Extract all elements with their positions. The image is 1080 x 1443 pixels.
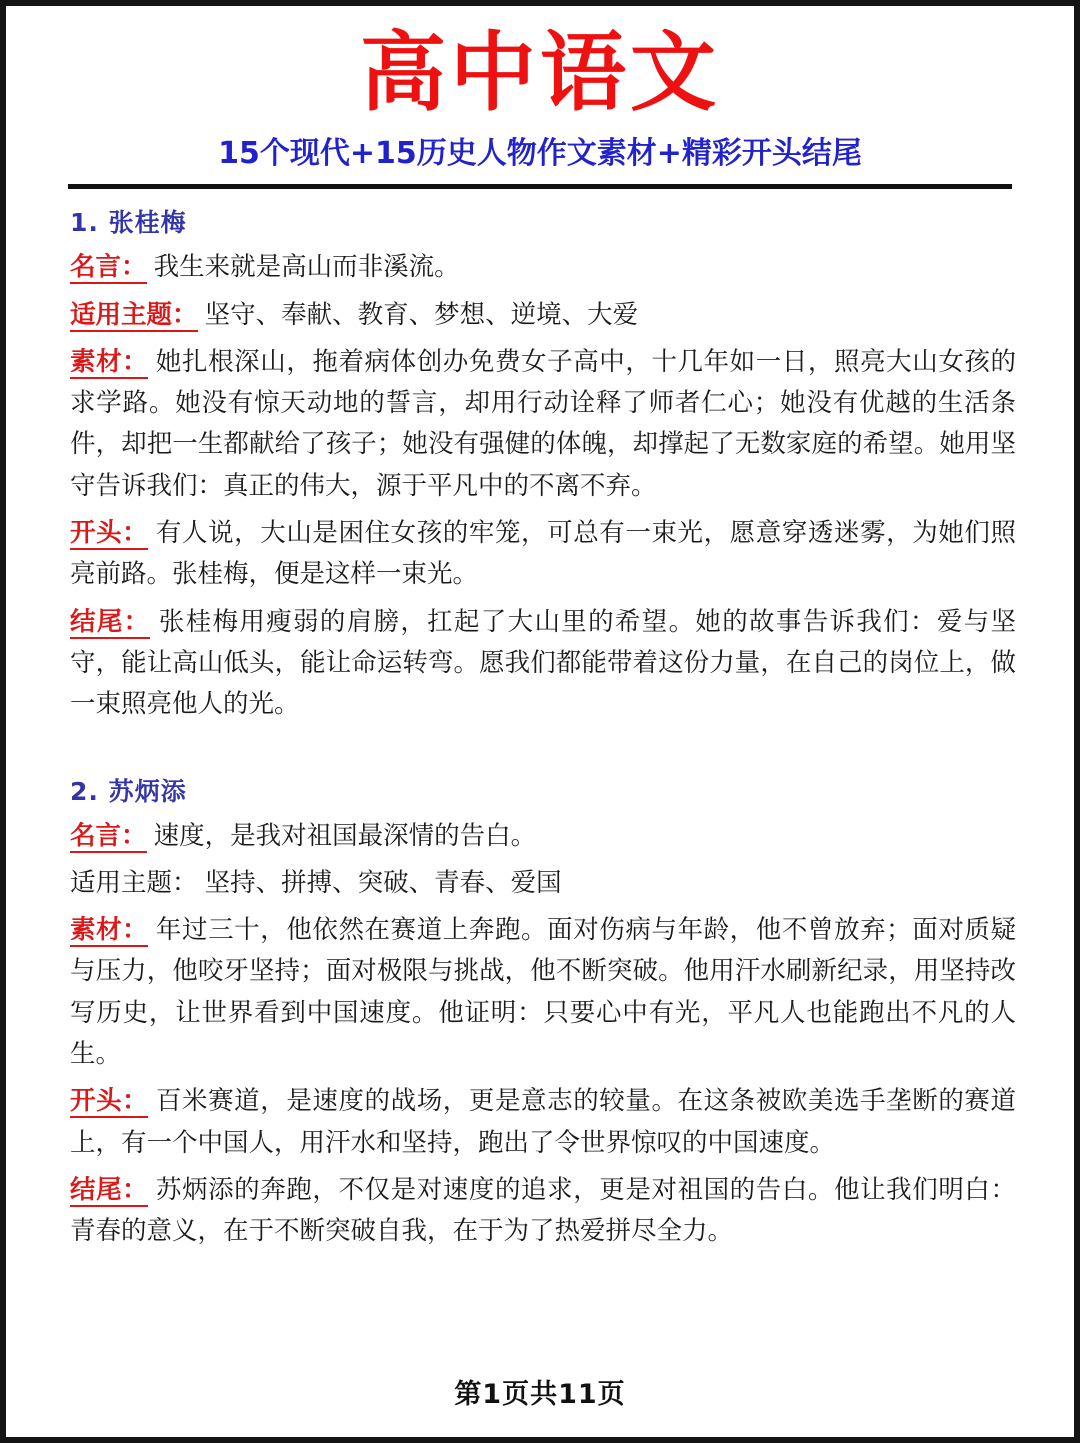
entry-field	[70, 816, 1016, 857]
field-label: 名言：	[70, 253, 147, 284]
document-footer	[6, 1372, 1074, 1411]
field-text: 速度，是我对祖国最深情的告白。	[153, 821, 537, 850]
document-header	[64, 23, 1016, 189]
entry-heading: 2. 苏炳添	[70, 776, 187, 806]
field-label: 素材：	[70, 348, 148, 379]
field-label: 适用主题：	[70, 301, 198, 332]
field-label: 素材：	[70, 916, 148, 947]
entry-field	[70, 910, 1016, 1075]
paper-surface	[6, 6, 1074, 1437]
field-label: 适用主题：	[70, 868, 198, 897]
field-text: 我生来就是高山而非溪流。	[153, 253, 460, 282]
page-subtitle: 15个现代+15历史人物作文素材+精彩开头结尾	[218, 136, 862, 172]
field-label: 名言：	[70, 822, 147, 853]
entry-field	[70, 295, 1016, 336]
field-label: 开头：	[70, 1087, 148, 1118]
entry-heading: 1. 张桂梅	[70, 208, 187, 238]
field-text: 坚持、拼搏、突破、青春、爱国	[204, 868, 562, 897]
material-entry	[64, 203, 1016, 725]
field-text: 她扎根深山，拖着病体创办免费女子高中，十几年如一日，照亮大山女孩的求学路。她没有惊天动地的誓言，却用行动诠释了师者仁心；她没有优越的生活条件，却把一生都献给了孩子；她没有强健的体魄，却撑起了无数家庭的希望。她用坚守告诉我们：真正的伟大，源于平凡中的不离不弃。	[70, 347, 1016, 500]
entry-field	[70, 1170, 1016, 1253]
field-label: 开头：	[70, 519, 148, 550]
material-entry	[64, 772, 1016, 1253]
entry-field	[70, 342, 1016, 507]
entry-field	[70, 247, 1016, 288]
document-body	[64, 189, 1016, 1252]
field-text: 百米赛道，是速度的战场，更是意志的较量。在这条被欧美选手垄断的赛道上，有一个中国人，用汗水和坚持，跑出了令世界惊叹的中国速度。	[70, 1087, 1016, 1157]
field-text: 苏炳添的奔跑，不仅是对速度的追求，更是对祖国的告白。他让我们明白：青春的意义，在于不断突破自我，在于为了热爱拼尽全力。	[70, 1175, 1016, 1246]
field-text: 年过三十，他依然在赛道上奔跑。面对伤病与年龄，他不曾放弃；面对质疑与压力，他咬牙坚持；面对极限与挑战，他不断突破。他用汗水刷新纪录，用坚持改写历史，让世界看到中国速度。他证明：只要心中有光，平凡人也能跑出不凡的人生。	[70, 916, 1016, 1069]
field-text: 张桂梅用瘦弱的肩膀，扛起了大山里的希望。她的故事告诉我们：爱与坚守，能让高山低头，能让命运转弯。愿我们都能带着这份力量，在自己的岗位上，做一束照亮他人的光。	[70, 607, 1016, 719]
field-label: 结尾：	[70, 1176, 148, 1207]
entry-field	[70, 863, 1016, 904]
entry-field	[70, 1081, 1016, 1164]
field-label: 结尾：	[70, 608, 150, 639]
page-number: 第1页共11页	[454, 1379, 626, 1410]
field-text: 坚守、奉献、教育、梦想、逆境、大爱	[204, 300, 639, 329]
page-title: 高中语文	[360, 23, 720, 123]
entry-field	[70, 513, 1016, 596]
field-text: 有人说，大山是困住女孩的牢笼，可总有一束光，愿意穿透迷雾，为她们照亮前路。张桂梅，便是这样一束光。	[70, 519, 1016, 589]
entry-field	[70, 602, 1016, 726]
